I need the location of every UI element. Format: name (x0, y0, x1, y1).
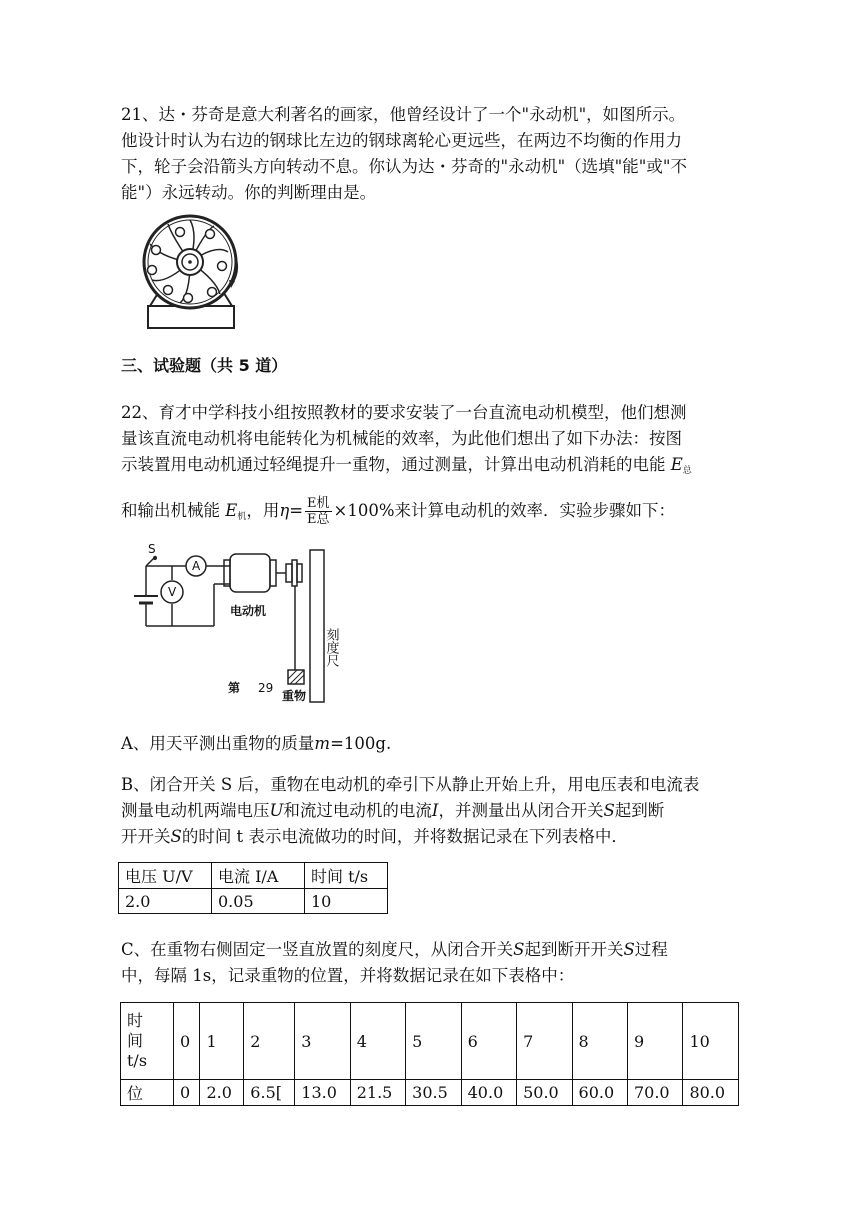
step-b-line-2-d: 起到断 (614, 801, 665, 820)
time-cell: 10 (683, 1003, 739, 1080)
electric-data-table (118, 862, 388, 914)
ruler-label: 刻度尺 (323, 628, 339, 667)
time-cell: 4 (350, 1003, 405, 1080)
step-b (121, 772, 741, 850)
step-b-line-3-a: 开开关 (121, 827, 171, 846)
eta-symbol: η (279, 501, 290, 520)
ammeter-label: A (192, 559, 201, 573)
step-a-prefix: A、用天平测出重物的质量 (121, 734, 315, 753)
time-cell: 0 (174, 1003, 200, 1080)
time-cell: 2 (244, 1003, 295, 1080)
step-a (121, 731, 741, 757)
q22-line-3 (121, 452, 741, 484)
question-22 (121, 400, 741, 530)
position-cell: 6.5[ (244, 1080, 295, 1106)
step-c (121, 937, 741, 989)
position-cell: 60.0 (572, 1080, 627, 1106)
time-cell: 1 (200, 1003, 244, 1080)
efficiency-fraction (305, 496, 332, 527)
q22-line-4-a: 和输出机械能 (121, 501, 220, 520)
position-cell: 2.0 (200, 1080, 244, 1106)
time-header-line: 间 (127, 1031, 144, 1050)
step-c-line-1-a: C、在重物右侧固定一竖直放置的刻度尺，从闭合开关 (121, 940, 514, 959)
switch-label: S (148, 542, 156, 556)
motor-experiment-figure (124, 538, 354, 708)
time-cell: 5 (406, 1003, 461, 1080)
switch-symbol-4: S (623, 940, 635, 959)
question-21 (121, 102, 741, 206)
e-mech-symbol: E (225, 501, 238, 520)
step-c-line-1-b: 起到断开开关 (524, 940, 624, 959)
e-mech-subscript: 机 (237, 512, 247, 522)
step-b-line-3-b: 的时间 t 表示电流做功的时间，并将数据记录在下列表格中． (181, 827, 628, 846)
position-cell: 40.0 (461, 1080, 516, 1106)
q22-line-2: 量该直流电动机将电能转化为机械能的效率，为此他们想出了如下办法：按图 (121, 429, 682, 448)
motor-label: 电动机 (230, 604, 267, 618)
table-header-cell: 电流 I/A (212, 863, 305, 889)
table-cell: 2.0 (119, 889, 212, 914)
step-b-line-2 (121, 798, 741, 824)
table-row (119, 889, 388, 914)
time-header-cell (121, 1003, 174, 1080)
q22-line-1: 22、育才中学科技小组按照教材的要求安装了一台直流电动机模型，他们想测 (121, 403, 687, 422)
figure-number: 29 (258, 681, 274, 695)
position-cell: 70.0 (627, 1080, 682, 1106)
table-header-cell: 时间 t/s (305, 863, 388, 889)
equals-sign: = (289, 501, 304, 520)
time-header-line: 时 (127, 1011, 144, 1030)
step-b-line-2-b: 和流过电动机的电流 (283, 801, 432, 820)
voltage-symbol: U (269, 801, 284, 820)
q21-line-3: 下，轮子会沿箭头方向转动不息。你认为达・芬奇的"永动机"（选填"能"或"不 (121, 157, 687, 176)
position-cell: 0 (174, 1080, 200, 1106)
q22-line-3-text: 示装置用电动机通过轻绳提升一重物，通过测量，计算出电动机消耗的电能 (121, 455, 666, 474)
mass-symbol: m (314, 734, 331, 753)
e-total-subscript: 总 (682, 466, 692, 476)
position-cell: 80.0 (683, 1080, 739, 1106)
time-cell: 8 (572, 1003, 627, 1080)
position-data-table (120, 1002, 739, 1106)
q21-line-1: 21、达・芬奇是意大利著名的画家，他曾经设计了一个"永动机"，如图所示。 (121, 105, 686, 124)
position-row (121, 1080, 739, 1106)
switch-symbol-2: S (170, 827, 182, 846)
table-cell: 10 (305, 889, 388, 914)
time-header-line: t/s (127, 1051, 148, 1070)
perpetual-motion-wheel-figure (132, 214, 250, 332)
step-b-line-2-a: 测量电动机两端电压 (121, 801, 270, 820)
time-row (121, 1003, 739, 1080)
fraction-denominator: E总 (307, 512, 330, 527)
time-cell: 3 (295, 1003, 350, 1080)
q22-line-4-c: ×100%来计算电动机的效率．实验步骤如下： (333, 501, 676, 520)
position-header-cell: 位 (121, 1080, 174, 1106)
current-symbol: I (431, 801, 439, 820)
q21-line-4: 能"）永远转动。你的判断理由是。 (121, 183, 377, 202)
step-c-line-2: 中，每隔 1s，记录重物的位置，并将数据记录在如下表格中： (121, 966, 575, 985)
table-cell: 0.05 (212, 889, 305, 914)
fraction-numerator: E机 (307, 496, 330, 511)
time-cell: 7 (517, 1003, 572, 1080)
position-cell: 30.5 (406, 1080, 461, 1106)
figure-number-prefix: 第 (228, 681, 241, 695)
table-header-cell: 电压 U/V (119, 863, 212, 889)
step-b-line-2-c: ，并测量出从闭合开关 (438, 801, 604, 820)
weight-label: 重物 (282, 689, 307, 703)
position-cell: 21.5 (350, 1080, 405, 1106)
step-a-suffix: =100g. (330, 734, 392, 753)
q21-line-2: 他设计时认为右边的钢球比左边的钢球离轮心更远些，在两边不均衡的作用力 (121, 131, 682, 150)
switch-symbol-3: S (513, 940, 525, 959)
q22-line-4-b: ，用 (246, 501, 280, 520)
switch-symbol: S (603, 801, 615, 820)
table-header-row (119, 863, 388, 889)
step-b-line-1: B、闭合开关 S 后，重物在电动机的牵引下从静止开始上升，用电压表和电流表 (121, 775, 700, 794)
e-total-symbol: E (670, 455, 683, 474)
step-c-line-1-c: 过程 (634, 940, 668, 959)
section-heading: 三、试验题（共 5 道） (121, 356, 288, 375)
step-b-line-3 (121, 824, 741, 850)
time-cell: 6 (461, 1003, 516, 1080)
time-cell: 9 (627, 1003, 682, 1080)
q22-line-4 (121, 496, 741, 530)
position-cell: 13.0 (295, 1080, 350, 1106)
voltmeter-label: V (168, 585, 177, 599)
position-cell: 50.0 (517, 1080, 572, 1106)
step-c-line-1 (121, 937, 741, 963)
